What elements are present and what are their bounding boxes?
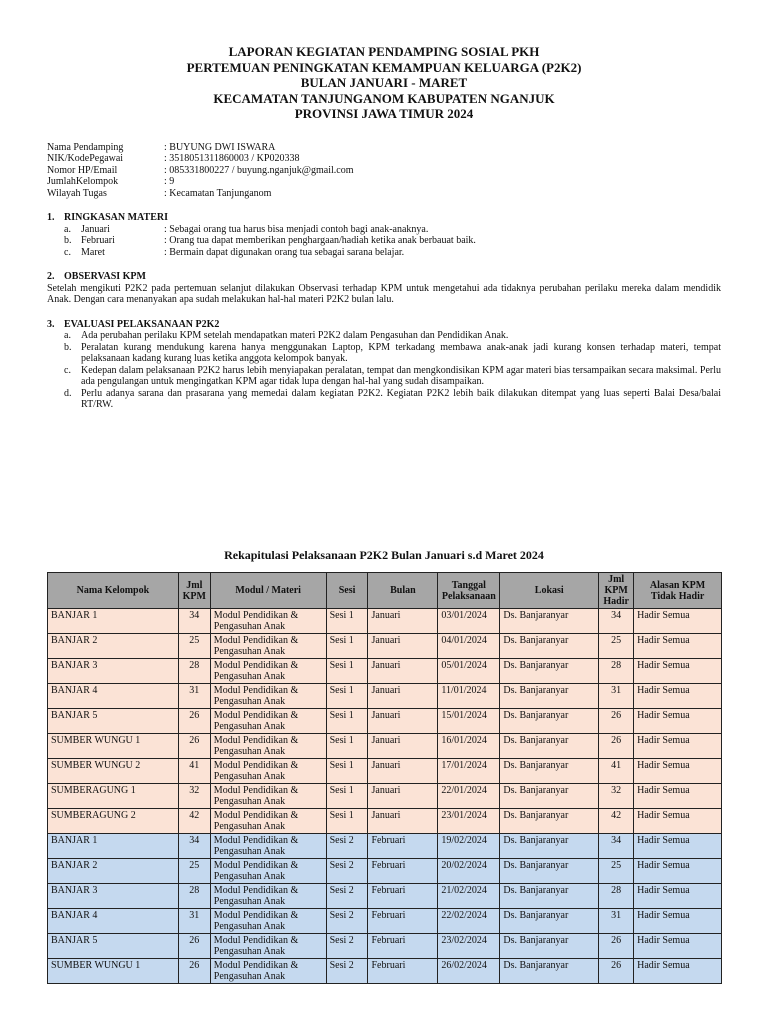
table-cell: Hadir Semua: [634, 734, 722, 759]
table-cell: Ds. Banjaranyar: [500, 659, 599, 684]
table-cell: Modul Pendidikan & Pengasuhan Anak: [210, 784, 326, 809]
table-cell: Ds. Banjaranyar: [500, 634, 599, 659]
info-value: : 085331800227 / buyung.nganjuk@gmail.com: [164, 164, 354, 176]
title-line: BULAN JANUARI - MARET: [300, 75, 468, 90]
table-cell: 31: [178, 684, 210, 709]
table-cell: Modul Pendidikan & Pengasuhan Anak: [210, 684, 326, 709]
column-header: Bulan: [368, 573, 438, 609]
table-cell: BANJAR 4: [48, 909, 179, 934]
table-row: [48, 959, 722, 984]
table-cell: 25: [599, 859, 634, 884]
column-header: Nama Kelompok: [48, 573, 179, 609]
table-cell: Hadir Semua: [634, 684, 722, 709]
column-header: Alasan KPM Tidak Hadir: [634, 573, 722, 609]
table-cell: Januari: [368, 734, 438, 759]
table-cell: BANJAR 3: [48, 884, 179, 909]
table-cell: 04/01/2024: [438, 634, 500, 659]
table-cell: Sesi 1: [326, 684, 368, 709]
table-cell: SUMBERAGUNG 1: [48, 784, 179, 809]
table-cell: Sesi 1: [326, 784, 368, 809]
table-cell: Januari: [368, 659, 438, 684]
table-cell: Ds. Banjaranyar: [500, 759, 599, 784]
table-cell: Modul Pendidikan & Pengasuhan Anak: [210, 609, 326, 634]
table-cell: Sesi 1: [326, 709, 368, 734]
identity-block: [47, 142, 721, 200]
table-cell: BANJAR 1: [48, 609, 179, 634]
table-row: [48, 634, 722, 659]
table-cell: Februari: [368, 884, 438, 909]
table-cell: Sesi 1: [326, 634, 368, 659]
table-cell: 26: [599, 734, 634, 759]
table-cell: 26/02/2024: [438, 959, 500, 984]
table-row: [48, 784, 722, 809]
table-cell: Ds. Banjaranyar: [500, 709, 599, 734]
table-cell: Januari: [368, 709, 438, 734]
info-row: [47, 142, 721, 154]
table-cell: 23/02/2024: [438, 934, 500, 959]
list-item: c. Kedepan dalam pelaksanaan P2K2 harus lebih menyiapakan peralatan, tempat dan mengkondisikan KPM agar materi bias tersampaikan secara maksimal. Perlu ada pengulangan untuk mengingatkan KPM agar tidak lupa dengan hal-hal yang sudah disampaikan.: [64, 364, 721, 387]
table-cell: 26: [599, 709, 634, 734]
table-row: [48, 909, 722, 934]
table-cell: Modul Pendidikan & Pengasuhan Anak: [210, 909, 326, 934]
table-cell: BANJAR 3: [48, 659, 179, 684]
title-line: KECAMATAN TANJUNGANOM KABUPATEN NGANJUK: [213, 90, 555, 106]
table-cell: Sesi 1: [326, 809, 368, 834]
observation-paragraph: Setelah mengikuti P2K2 pada pertemuan selanjut dilakukan Observasi terhadap KPM untuk mengetahui ada tidaknya perubahan perilaku mereka dalam mendidik Anak. Dengan cara menanyakan apa sudah melakukan hal-hal materi P2K2 bulan lalu.: [47, 282, 721, 305]
info-value: : 3518051311860003 / KP020338: [164, 153, 300, 164]
table-cell: 26: [178, 709, 210, 734]
column-header: Lokasi: [500, 573, 599, 609]
table-cell: Hadir Semua: [634, 909, 722, 934]
table-cell: Februari: [368, 909, 438, 934]
table-cell: Sesi 2: [326, 934, 368, 959]
table-cell: 31: [178, 909, 210, 934]
table-cell: Hadir Semua: [634, 709, 722, 734]
table-cell: Hadir Semua: [634, 634, 722, 659]
table-cell: 17/01/2024: [438, 759, 500, 784]
table-cell: Hadir Semua: [634, 809, 722, 834]
list-item: a. Ada perubahan perilaku KPM setelah mendapatkan materi P2K2 dalam Pengasuhan dan Pendidikan Anak.: [64, 330, 509, 341]
table-cell: Sesi 2: [326, 884, 368, 909]
report-title: [47, 44, 721, 122]
table-cell: 25: [178, 859, 210, 884]
column-header: Jml KPM: [178, 573, 210, 609]
info-label: Nama Pendamping: [47, 141, 124, 153]
report-page: [47, 44, 721, 411]
table-cell: 11/01/2024: [438, 684, 500, 709]
table-row: [48, 884, 722, 909]
table-cell: 31: [599, 909, 634, 934]
table-row: [48, 759, 722, 784]
table-cell: BANJAR 5: [48, 934, 179, 959]
table-row: [48, 659, 722, 684]
table-cell: 21/02/2024: [438, 884, 500, 909]
table-row: [48, 859, 722, 884]
table-row: [48, 734, 722, 759]
table-cell: Hadir Semua: [634, 884, 722, 909]
section-observasi-kpm: [47, 271, 721, 306]
info-row: [47, 153, 721, 165]
table-cell: Februari: [368, 959, 438, 984]
table-cell: Sesi 2: [326, 909, 368, 934]
recap-table: [47, 572, 722, 984]
table-cell: 26: [178, 959, 210, 984]
title-line: PROVINSI JAWA TIMUR 2024: [294, 106, 474, 121]
table-cell: Ds. Banjaranyar: [500, 909, 599, 934]
table-cell: Modul Pendidikan & Pengasuhan Anak: [210, 659, 326, 684]
table-cell: Ds. Banjaranyar: [500, 859, 599, 884]
table-cell: Hadir Semua: [634, 859, 722, 884]
table-cell: Ds. Banjaranyar: [500, 834, 599, 859]
table-cell: Modul Pendidikan & Pengasuhan Anak: [210, 809, 326, 834]
table-cell: SUMBER WUNGU 1: [48, 959, 179, 984]
table-cell: 03/01/2024: [438, 609, 500, 634]
table-cell: BANJAR 1: [48, 834, 179, 859]
table-cell: 42: [178, 809, 210, 834]
table-cell: Sesi 1: [326, 609, 368, 634]
table-cell: 34: [178, 834, 210, 859]
table-cell: Sesi 1: [326, 734, 368, 759]
table-cell: Januari: [368, 809, 438, 834]
table-row: [48, 934, 722, 959]
table-cell: 32: [178, 784, 210, 809]
info-label: Nomor HP/Email: [47, 164, 118, 176]
table-header-row: [48, 573, 722, 609]
table-cell: 20/02/2024: [438, 859, 500, 884]
table-cell: Hadir Semua: [634, 759, 722, 784]
table-cell: Sesi 2: [326, 859, 368, 884]
table-cell: Januari: [368, 759, 438, 784]
table-body: [48, 609, 722, 984]
info-value: : BUYUNG DWI ISWARA: [164, 141, 276, 153]
table-cell: 28: [178, 659, 210, 684]
table-cell: 15/01/2024: [438, 709, 500, 734]
table-row: [48, 684, 722, 709]
list-item: b. Peralatan kurang mendukung karena hanya menggunakan Laptop, KPM terkadang membawa anak-anak jadi kurang konsen terhadap materi, tempat pelaksanaan kadang kurang luas ketika anggota kelompok banyak.: [64, 341, 721, 364]
table-cell: Februari: [368, 934, 438, 959]
info-row: [47, 165, 721, 177]
table-row: [48, 609, 722, 634]
table-cell: Modul Pendidikan & Pengasuhan Anak: [210, 709, 326, 734]
table-cell: 22/01/2024: [438, 784, 500, 809]
column-header: Jml KPM Hadir: [599, 573, 634, 609]
table-cell: Ds. Banjaranyar: [500, 959, 599, 984]
section-ringkasan-materi: [47, 212, 721, 258]
table-cell: SUMBERAGUNG 2: [48, 809, 179, 834]
table-cell: Hadir Semua: [634, 959, 722, 984]
table-cell: 19/02/2024: [438, 834, 500, 859]
table-cell: 34: [599, 609, 634, 634]
info-label: Wilayah Tugas: [47, 187, 107, 199]
table-row: [48, 809, 722, 834]
table-cell: Ds. Banjaranyar: [500, 684, 599, 709]
table-cell: Modul Pendidikan & Pengasuhan Anak: [210, 859, 326, 884]
table-cell: 16/01/2024: [438, 734, 500, 759]
table-cell: Hadir Semua: [634, 659, 722, 684]
table-cell: SUMBER WUNGU 2: [48, 759, 179, 784]
section-heading: 1. RINGKASAN MATERI: [47, 212, 168, 223]
table-cell: BANJAR 5: [48, 709, 179, 734]
table-cell: 26: [599, 959, 634, 984]
table-cell: 28: [178, 884, 210, 909]
table-cell: Sesi 2: [326, 834, 368, 859]
table-cell: Februari: [368, 834, 438, 859]
summary-list: [64, 224, 721, 259]
table-cell: 26: [178, 734, 210, 759]
table-cell: 34: [178, 609, 210, 634]
table-cell: 32: [599, 784, 634, 809]
table-cell: Sesi 1: [326, 659, 368, 684]
table-cell: Hadir Semua: [634, 834, 722, 859]
info-value: : 9: [164, 176, 175, 187]
info-row: [47, 188, 721, 200]
table-cell: Januari: [368, 684, 438, 709]
evaluation-list: [64, 330, 721, 411]
info-row: [47, 176, 721, 188]
list-item: c. Maret : Bermain dapat digunakan orang tua sebagai sarana belajar.: [64, 246, 405, 258]
table-cell: 31: [599, 684, 634, 709]
table-cell: 34: [599, 834, 634, 859]
table-cell: Modul Pendidikan & Pengasuhan Anak: [210, 934, 326, 959]
table-cell: Sesi 2: [326, 959, 368, 984]
table-cell: Januari: [368, 609, 438, 634]
table-row: [48, 709, 722, 734]
table-cell: Modul Pendidikan & Pengasuhan Anak: [210, 759, 326, 784]
table-cell: BANJAR 4: [48, 684, 179, 709]
info-label: JumlahKelompok: [47, 176, 119, 187]
table-cell: Modul Pendidikan & Pengasuhan Anak: [210, 634, 326, 659]
section-heading: 2. OBSERVASI KPM: [47, 271, 146, 282]
table-cell: Hadir Semua: [634, 609, 722, 634]
table-cell: 41: [178, 759, 210, 784]
list-item: b. Februari : Orang tua dapat memberikan penghargaan/hadiah ketika anak berbauat baik.: [64, 235, 476, 246]
table-cell: Hadir Semua: [634, 784, 722, 809]
table-cell: Hadir Semua: [634, 934, 722, 959]
table-cell: BANJAR 2: [48, 634, 179, 659]
table-cell: Februari: [368, 859, 438, 884]
title-line: PERTEMUAN PENINGKATAN KEMAMPUAN KELUARGA (P2K2): [186, 59, 582, 75]
table-cell: Januari: [368, 784, 438, 809]
table-cell: Modul Pendidikan & Pengasuhan Anak: [210, 834, 326, 859]
table-row: [48, 834, 722, 859]
table-title: Rekapitulasi Pelaksanaan P2K2 Bulan Januari s.d Maret 2024: [224, 548, 544, 562]
table-cell: 28: [599, 659, 634, 684]
table-cell: 26: [178, 934, 210, 959]
table-cell: Modul Pendidikan & Pengasuhan Anak: [210, 734, 326, 759]
table-cell: 23/01/2024: [438, 809, 500, 834]
column-header: Sesi: [326, 573, 368, 609]
table-cell: Ds. Banjaranyar: [500, 809, 599, 834]
table-cell: 28: [599, 884, 634, 909]
table-cell: Sesi 1: [326, 759, 368, 784]
table-cell: BANJAR 2: [48, 859, 179, 884]
table-cell: 05/01/2024: [438, 659, 500, 684]
table-cell: 25: [599, 634, 634, 659]
table-cell: Ds. Banjaranyar: [500, 609, 599, 634]
table-cell: 42: [599, 809, 634, 834]
title-line: LAPORAN KEGIATAN PENDAMPING SOSIAL PKH: [228, 44, 540, 59]
column-header: Modul / Materi: [210, 573, 326, 609]
info-value: : Kecamatan Tanjunganom: [164, 187, 272, 199]
table-cell: SUMBER WUNGU 1: [48, 734, 179, 759]
section-heading: 3. EVALUASI PELAKSANAAN P2K2: [47, 318, 220, 330]
table-cell: Modul Pendidikan & Pengasuhan Anak: [210, 959, 326, 984]
table-cell: 25: [178, 634, 210, 659]
table-cell: 22/02/2024: [438, 909, 500, 934]
column-header: Tanggal Pelaksanaan: [438, 573, 500, 609]
table-cell: Ds. Banjaranyar: [500, 784, 599, 809]
table-cell: Ds. Banjaranyar: [500, 734, 599, 759]
table-cell: Januari: [368, 634, 438, 659]
section-evaluasi: [47, 319, 721, 411]
table-cell: Ds. Banjaranyar: [500, 884, 599, 909]
table-cell: 41: [599, 759, 634, 784]
info-label: NIK/KodePegawai: [47, 153, 124, 164]
table-cell: Ds. Banjaranyar: [500, 934, 599, 959]
table-cell: 26: [599, 934, 634, 959]
table-cell: Modul Pendidikan & Pengasuhan Anak: [210, 884, 326, 909]
list-item: d. Perlu adanya sarana dan prasarana yang memedai dalam kegiatan P2K2. Kegiatan P2K2 lebih baik dilakukan ditempat yang luas seperti Balai Desa/balai RT/RW.: [64, 387, 721, 410]
list-item: a. Januari : Sebagai orang tua harus bisa menjadi contoh bagi anak-anaknya.: [64, 223, 429, 235]
